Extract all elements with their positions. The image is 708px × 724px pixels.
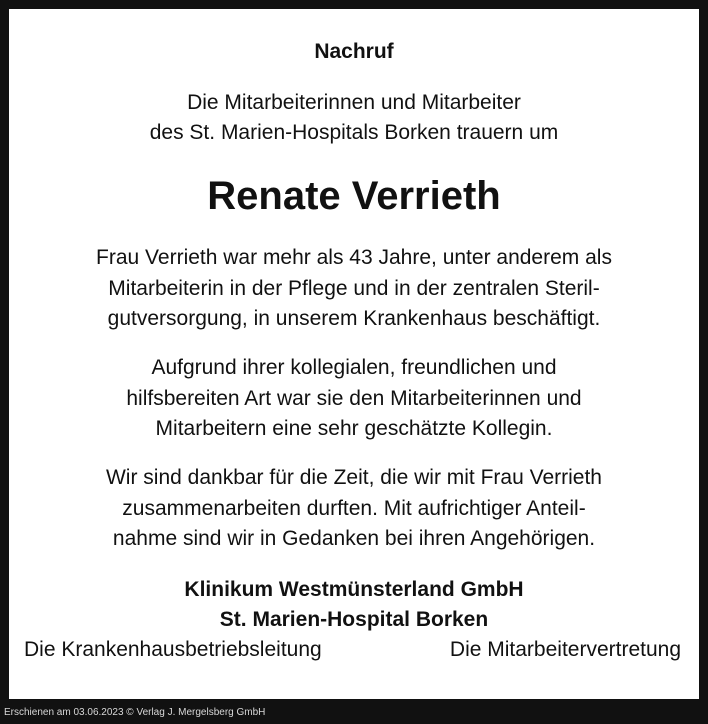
intro-line: Die Mitarbeiterinnen und Mitarbeiter (187, 91, 521, 114)
hospital-name: St. Marien-Hospital Borken (219, 608, 489, 631)
paragraph-line: gutversorgung, in unserem Krankenhaus beschäftigt. (107, 307, 601, 330)
obituary-notice (9, 9, 699, 699)
paragraph-line: Mitarbeiterin in der Pflege und in der zentralen Steril- (108, 276, 600, 300)
intro-line: des St. Marien-Hospitals Borken trauern um (149, 121, 559, 144)
paragraph-line: nahme sind wir in Gedanken bei ihren Angehörigen. (112, 527, 596, 550)
paragraph-line: Aufgrund ihrer kollegialen, freundlichen und (151, 356, 557, 379)
intro-text (9, 88, 699, 148)
paragraph-line: Wir sind dankbar für die Zeit, die wir mit Frau Verrieth (105, 466, 602, 489)
notice-heading: Nachruf (314, 40, 394, 63)
signatory-management: Die Krankenhausbetriebsleitung (24, 638, 322, 661)
organization-name: Klinikum Westmünsterland GmbH (184, 578, 524, 601)
paragraph-line: Frau Verrieth war mehr als 43 Jahre, unter anderem als (96, 246, 612, 269)
paragraph-line: zusammenarbeiten durften. Mit aufrichtiger Anteil- (122, 496, 586, 520)
signatory-staff-council: Die Mitarbeitervertretung (449, 638, 681, 661)
paragraph-line: hilfsbereiten Art war sie den Mitarbeiterinnen und (126, 386, 582, 410)
deceased-name: Renate Verrieth (207, 174, 501, 218)
paragraph-gratitude (9, 463, 699, 555)
paragraph-line: Mitarbeitern eine sehr geschätzte Kollegin. (155, 417, 553, 440)
paragraph-character (9, 353, 699, 445)
publication-footer: Erschienen am 03.06.2023 © Verlag J. Mergelsberg GmbH (4, 707, 266, 718)
paragraph-service (9, 243, 699, 335)
